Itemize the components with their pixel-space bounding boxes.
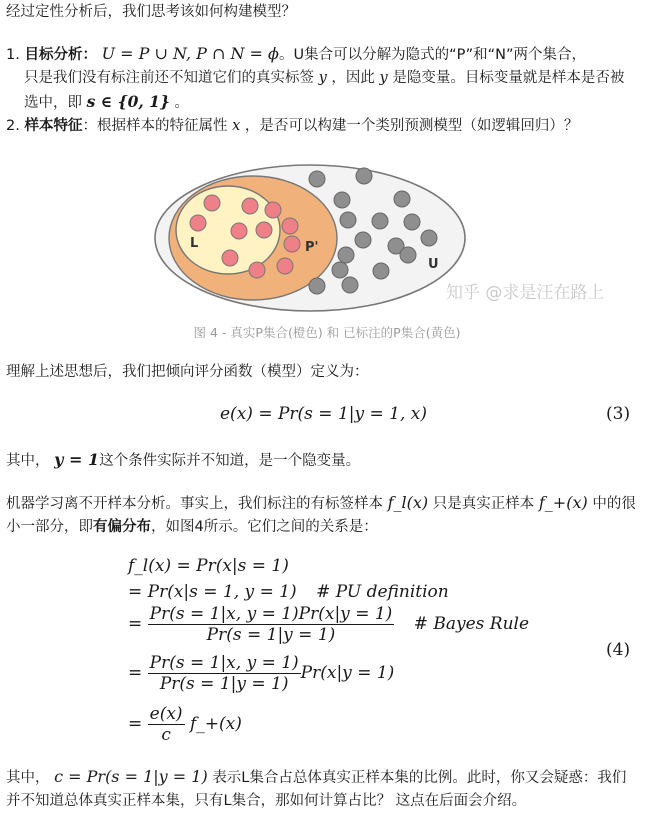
text: 其中， (6, 453, 50, 469)
label-l: L (190, 236, 199, 251)
text: 只是真实正样本 (432, 496, 535, 512)
formula-y1: y = 1 (54, 450, 100, 469)
paragraph-c-line2: 并不知道总体真实正样本集，只有L集合，那如何计算占比？ 这点在后面会介绍。 (6, 793, 527, 809)
fraction-numerator: e(x) (149, 704, 183, 724)
text: 是隐变量。目标变量就是样本是否被 (392, 70, 625, 86)
venn-figure (150, 158, 480, 318)
label-u: U (428, 257, 439, 272)
formula-c: c = Pr(s = 1|y = 1) (54, 767, 208, 786)
text: ：根据样本的特征属性 (82, 118, 228, 134)
paragraph-define: 理解上述思想后，我们把倾向评分函数（模型）定义为： (6, 364, 369, 380)
paragraph-c-line1 (6, 767, 626, 788)
list-item-text-line2 (24, 68, 624, 88)
eq4-line2 (128, 582, 449, 602)
eq4-comment-bayes: # Bayes Rule (413, 614, 530, 634)
item-label: 样本特征 (24, 118, 83, 134)
list-item-text-line3 (24, 92, 189, 113)
figure-caption: 图 4 - 真实P集合(橙色) 和 已标注的P集合(黄色) (193, 325, 461, 340)
text: 表示L集合占总体真实正样本集的比例。此时，你又会疑惑：我们 (212, 770, 627, 786)
text: 机器学习离不开样本分析。事实上，我们标注的有标签样本 (6, 496, 383, 512)
text: ，如图4所示。它们之间的关系是： (151, 519, 378, 535)
item-text: 。U集合可以分解为隐式的“P”和“N”两个集合， (278, 47, 586, 63)
list-number: 1. (6, 47, 20, 63)
fraction-numerator: Pr(s = 1|x, y = 1)Pr(x|y = 1) (149, 604, 393, 624)
formula-s: s ∈ {0, 1} (86, 92, 170, 111)
text: 中的很 (592, 496, 636, 512)
intro-text: 经过定性分析后，我们思考该如何构建模型？ (6, 4, 296, 20)
label-p: P' (305, 240, 319, 255)
text: 其中， (6, 770, 50, 786)
fraction-numerator: Pr(s = 1|x, y = 1) (149, 653, 299, 673)
text: 。 (174, 95, 190, 111)
paragraph-hidden-variable (6, 450, 360, 471)
formula-u-decomposition: U = P ∪ N, P ∩ N = ϕ (101, 44, 279, 63)
eq4-tail: f_+(x) (189, 714, 242, 734)
eq4-line5: = $\frac{e(x)}{c}$ f_+(x) (128, 704, 242, 745)
eq4-line3: = $\frac{Pr(s = 1|x, y = 1)Pr(x|y = 1)}{Pr(s = 1|y = 1)}$ # Bayes Rule (128, 604, 530, 645)
item-colon: ： (82, 47, 97, 63)
eq4-tail: Pr(x|y = 1) (300, 663, 395, 683)
var-y: y (379, 70, 388, 86)
fraction-denominator: Pr(s = 1|y = 1) (206, 625, 336, 645)
bold-term: 有偏分布 (93, 519, 151, 535)
watermark: 知乎 @求是汪在路上 (446, 283, 605, 303)
eq4-fraction-2 (148, 653, 301, 694)
fraction-denominator: c (161, 725, 171, 745)
list-item-sample-features (6, 116, 578, 136)
eq4-comment-pu: # PU definition (316, 582, 449, 602)
formula-fplus: f_+(x) (538, 493, 588, 512)
item-label: 目标分析 (24, 47, 83, 63)
text: 只是我们没有标注前还不知道它们的真实标签 (24, 70, 314, 86)
eq4-fraction-3 (148, 704, 185, 745)
paragraph-bias-line1 (6, 493, 636, 514)
equation-3-number: (3) (606, 404, 631, 424)
var-y: y (318, 70, 327, 86)
equation-3: e(x) = Pr(s = 1|y = 1, x) (220, 404, 427, 424)
eq4-line1: f_l(x) = Pr(x|s = 1) (128, 556, 289, 576)
fraction-denominator: Pr(s = 1|y = 1) (159, 674, 289, 694)
text: ，是否可以构建一个类别预测模型（如逻辑回归）？ (244, 118, 579, 134)
list-number: 2. (6, 118, 20, 134)
text: 选中，即 (24, 95, 82, 111)
list-item-target-analysis (6, 44, 586, 65)
var-x: x (232, 118, 241, 134)
eq4-line2-expr: = Pr(x|s = 1, y = 1) (128, 582, 297, 602)
text: ，因此 (331, 70, 375, 86)
eq4-fraction-1 (148, 604, 395, 645)
text: 小一部分，即 (6, 519, 93, 535)
equation-4-number: (4) (606, 640, 631, 660)
text: 这个条件实际并不知道，是一个隐变量。 (99, 453, 361, 469)
formula-fl: f_l(x) (387, 493, 429, 512)
paragraph-bias-line2 (6, 517, 378, 537)
eq4-line4: = $\frac{Pr(s = 1|x, y = 1)}{Pr(s = 1|y = 1)}$ Pr(x|y = 1) (128, 653, 395, 694)
